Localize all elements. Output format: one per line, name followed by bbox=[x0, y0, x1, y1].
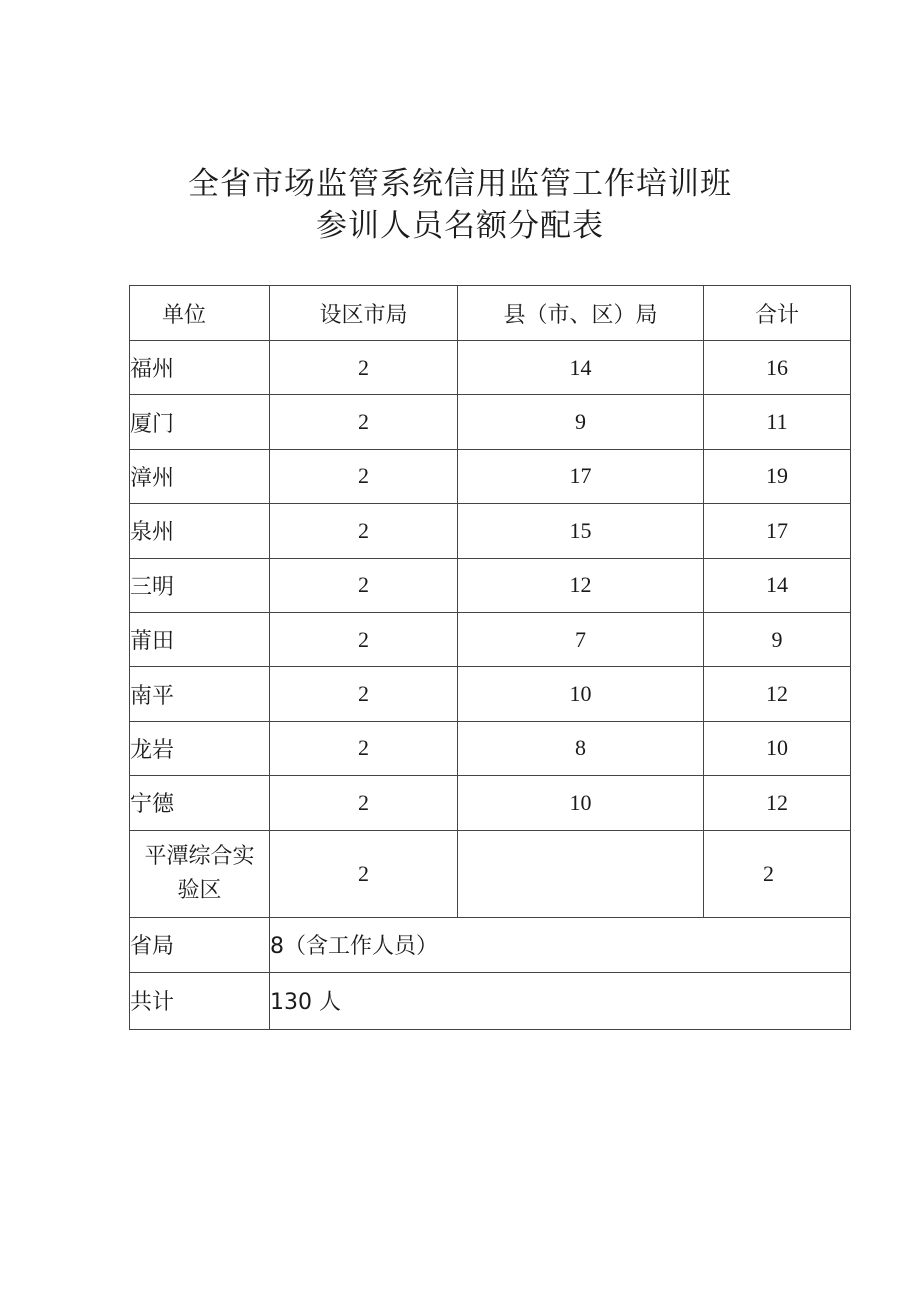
table-row-grand-total bbox=[130, 972, 851, 1029]
county-bureau-count: 17 bbox=[458, 449, 704, 503]
row-total: 12 bbox=[704, 667, 851, 721]
county-bureau-count bbox=[458, 830, 704, 917]
unit-name: 莆田 bbox=[130, 612, 270, 666]
county-bureau-count: 7 bbox=[458, 612, 704, 666]
table-row bbox=[130, 449, 851, 503]
unit-name-pingtan bbox=[130, 830, 270, 917]
unit-name: 泉州 bbox=[130, 504, 270, 558]
county-bureau-count: 14 bbox=[458, 341, 704, 395]
table-row bbox=[130, 395, 851, 449]
unit-name: 福州 bbox=[130, 341, 270, 395]
grand-total-label: 共计 bbox=[130, 972, 270, 1029]
row-total: 17 bbox=[704, 504, 851, 558]
city-bureau-count: 2 bbox=[270, 667, 458, 721]
table-row bbox=[130, 667, 851, 721]
row-total: 14 bbox=[704, 558, 851, 612]
city-bureau-count: 2 bbox=[270, 341, 458, 395]
header-county-bureau: 县（市、区）局 bbox=[458, 286, 704, 341]
table-row bbox=[130, 612, 851, 666]
county-bureau-count: 10 bbox=[458, 776, 704, 830]
city-bureau-count: 2 bbox=[270, 721, 458, 775]
city-bureau-count: 2 bbox=[270, 504, 458, 558]
table-row-province-bureau bbox=[130, 917, 851, 972]
table-row bbox=[130, 721, 851, 775]
table-row bbox=[130, 341, 851, 395]
county-bureau-count: 12 bbox=[458, 558, 704, 612]
unit-name: 漳州 bbox=[130, 449, 270, 503]
document-title-line1: 全省市场监管系统信用监管工作培训班 bbox=[188, 166, 732, 202]
row-total: 10 bbox=[704, 721, 851, 775]
unit-name-line2: 验区 bbox=[177, 877, 222, 903]
table-row bbox=[130, 776, 851, 830]
unit-name: 三明 bbox=[130, 558, 270, 612]
unit-name: 宁德 bbox=[130, 776, 270, 830]
city-bureau-count: 2 bbox=[270, 558, 458, 612]
table-header-row bbox=[130, 286, 851, 341]
county-bureau-count: 8 bbox=[458, 721, 704, 775]
table-row bbox=[130, 504, 851, 558]
header-city-bureau: 设区市局 bbox=[270, 286, 458, 341]
row-total: 12 bbox=[704, 776, 851, 830]
unit-name-line1: 平潭综合实 bbox=[144, 843, 255, 869]
table-row bbox=[130, 558, 851, 612]
header-total: 合计 bbox=[704, 286, 851, 341]
county-bureau-count: 10 bbox=[458, 667, 704, 721]
grand-total-value: 130 人 bbox=[270, 972, 851, 1029]
row-total: 16 bbox=[704, 341, 851, 395]
row-total: 11 bbox=[704, 395, 851, 449]
quota-table-body bbox=[130, 286, 851, 1030]
city-bureau-count: 2 bbox=[270, 830, 458, 917]
city-bureau-count: 2 bbox=[270, 395, 458, 449]
row-total: 9 bbox=[704, 612, 851, 666]
quota-table bbox=[129, 285, 851, 1030]
province-bureau-label: 省局 bbox=[130, 917, 270, 972]
document-title-line2: 参训人员名额分配表 bbox=[316, 208, 604, 244]
county-bureau-count: 9 bbox=[458, 395, 704, 449]
province-bureau-value: 8（含工作人员） bbox=[270, 917, 851, 972]
city-bureau-count: 2 bbox=[270, 776, 458, 830]
unit-name: 南平 bbox=[130, 667, 270, 721]
unit-name: 厦门 bbox=[130, 395, 270, 449]
county-bureau-count: 15 bbox=[458, 504, 704, 558]
city-bureau-count: 2 bbox=[270, 449, 458, 503]
row-total: 2 bbox=[704, 830, 851, 917]
city-bureau-count: 2 bbox=[270, 612, 458, 666]
unit-name: 龙岩 bbox=[130, 721, 270, 775]
row-total: 19 bbox=[704, 449, 851, 503]
header-unit: 单位 bbox=[130, 286, 270, 341]
table-row-pingtan bbox=[130, 830, 851, 917]
